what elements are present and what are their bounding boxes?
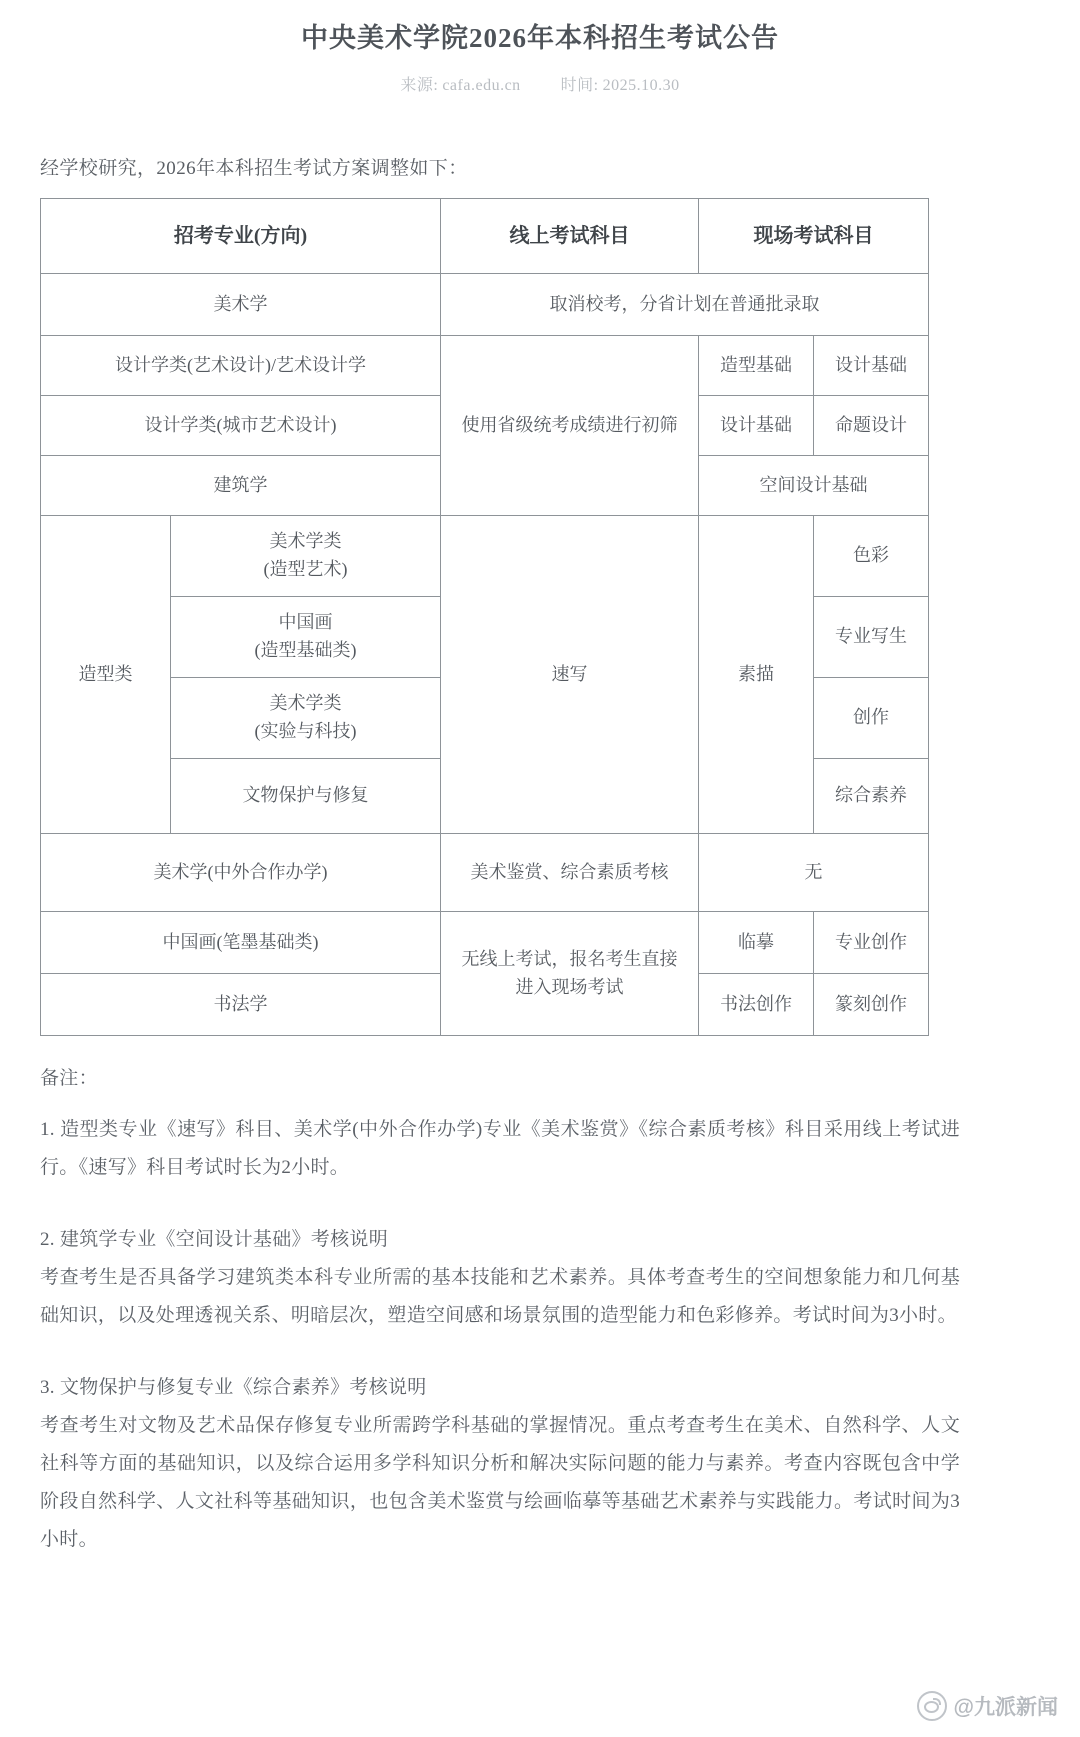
header-onsite: 现场考试科目 <box>699 199 929 274</box>
cell-online-prescreen: 使用省级统考成绩进行初筛 <box>441 336 699 516</box>
note-3-heading: 3. 文物保护与修复专业《综合素养》考核说明 <box>40 1377 427 1399</box>
cell-major-chinese-painting-basics <box>171 597 441 678</box>
document-page <box>0 18 1080 1737</box>
cell-onsite-none: 无 <box>699 834 929 912</box>
time-label: 时间: <box>560 77 599 94</box>
online-line-1: 无线上考试，报名考生直接 <box>461 948 678 969</box>
cell-online-none-direct-onsite <box>441 912 699 1036</box>
cell-major-architecture: 建筑学 <box>41 456 441 516</box>
major-line-2: (实验与科技) <box>254 721 357 741</box>
cell-onsite-sheji-jichu: 设计基础 <box>814 336 929 396</box>
cell-onsite-linmo: 临摹 <box>699 912 814 974</box>
page-title: 中央美术学院2026年本科招生考试公告 <box>301 23 779 53</box>
major-line-1: 美术学类 <box>269 693 342 714</box>
notes-label: 备注： <box>40 1068 98 1089</box>
cell-merged-cancel-notice: 取消校考，分省计划在普通批录取 <box>441 274 929 336</box>
note-1-text: 1. 造型类专业《速写》科目、美术学(中外合作办学)专业《美术鉴赏》《综合素质考核》科目采用线上考试进行。《速写》科目考试时长为2小时。 <box>40 1119 960 1179</box>
major-line-2: (造型基础类) <box>254 640 357 660</box>
online-line-2: 进入现场考试 <box>515 976 624 997</box>
major-line-2: (造型艺术) <box>263 559 348 579</box>
exam-plan-table <box>40 198 929 1036</box>
notes-section <box>40 1062 960 1559</box>
note-2-heading: 2. 建筑学专业《空间设计基础》考核说明 <box>40 1229 389 1251</box>
cell-online-suxie: 速写 <box>441 516 699 834</box>
table-row <box>41 912 929 974</box>
table-row <box>41 516 929 597</box>
watermark-text: @九派新闻 <box>953 1696 1058 1719</box>
cell-major-calligraphy: 书法学 <box>41 974 441 1036</box>
table-row <box>41 336 929 396</box>
cell-onsite-sheji-jichu-2: 设计基础 <box>699 396 814 456</box>
note-3-text: 考查考生对文物及艺术品保存修复专业所需跨学科基础的掌握情况。重点考查考生在美术、自然科学、人文社科等方面的基础知识，以及综合运用多学科知识分析和解决实际问题的能力与素养。考查内容既包含中学阶段自然科学、人文社科等基础知识，也包含美术鉴赏与绘画临摹等基础艺术素养与实践能力。考试时间为3小时。 <box>40 1415 960 1551</box>
cell-onsite-zhuanye-xiesheng: 专业写生 <box>814 597 929 678</box>
cell-onsite-mingti-sheji: 命题设计 <box>814 396 929 456</box>
watermark <box>917 1691 1058 1721</box>
note-item-1 <box>40 1111 960 1187</box>
major-line-1: 美术学类 <box>269 531 342 552</box>
cell-onsite-space-design-basics: 空间设计基础 <box>699 456 929 516</box>
source-label: 来源: <box>400 77 439 94</box>
table-row <box>41 834 929 912</box>
intro-paragraph: 经学校研究，2026年本科招生考试方案调整如下： <box>40 158 468 179</box>
cell-onsite-zhuanye-chuangzuo: 专业创作 <box>814 912 929 974</box>
cell-online-art-appreciation: 美术鉴赏、综合素质考核 <box>441 834 699 912</box>
major-line-1: 中国画 <box>278 612 333 633</box>
cell-major-sino-foreign: 美术学(中外合作办学) <box>41 834 441 912</box>
cell-major-urban-art-design: 设计学类(城市艺术设计) <box>41 396 441 456</box>
cell-onsite-sumiao: 素描 <box>699 516 814 834</box>
cell-onsite-secai: 色彩 <box>814 516 929 597</box>
cell-onsite-chuangzuo: 创作 <box>814 678 929 759</box>
cell-major-heritage-conservation: 文物保护与修复 <box>171 759 441 834</box>
table-row <box>41 274 929 336</box>
cell-onsite-zonghe-suyang: 综合素养 <box>814 759 929 834</box>
weibo-icon <box>917 1691 947 1721</box>
source-value: cafa.edu.cn <box>442 77 521 94</box>
time-value: 2025.10.30 <box>602 77 680 94</box>
table-header-row <box>41 199 929 274</box>
cell-major-chinese-painting-ink: 中国画(笔墨基础类) <box>41 912 441 974</box>
cell-major-fine-arts-experiment-tech <box>171 678 441 759</box>
header-major: 招考专业(方向) <box>41 199 441 274</box>
cell-onsite-zhuanke-chuangzuo: 篆刻创作 <box>814 974 929 1036</box>
header-online: 线上考试科目 <box>441 199 699 274</box>
cell-onsite-zaoxing-jichu: 造型基础 <box>699 336 814 396</box>
cell-group-zaoxing: 造型类 <box>41 516 171 834</box>
cell-major-meishuxue: 美术学 <box>41 274 441 336</box>
note-item-2 <box>40 1221 960 1335</box>
note-2-text: 考查考生是否具备学习建筑类本科专业所需的基本技能和艺术素养。具体考查考生的空间想象能力和几何基础知识，以及处理透视关系、明暗层次，塑造空间感和场景氛围的造型能力和色彩修养。考试时间为3小时。 <box>40 1267 960 1327</box>
exam-plan-table-wrapper <box>40 198 928 1036</box>
note-item-3 <box>40 1369 960 1559</box>
document-meta <box>0 72 1080 95</box>
cell-major-design-art: 设计学类(艺术设计)/艺术设计学 <box>41 336 441 396</box>
cell-major-fine-arts-zaoxing <box>171 516 441 597</box>
cell-onsite-shufa-chuangzuo: 书法创作 <box>699 974 814 1036</box>
